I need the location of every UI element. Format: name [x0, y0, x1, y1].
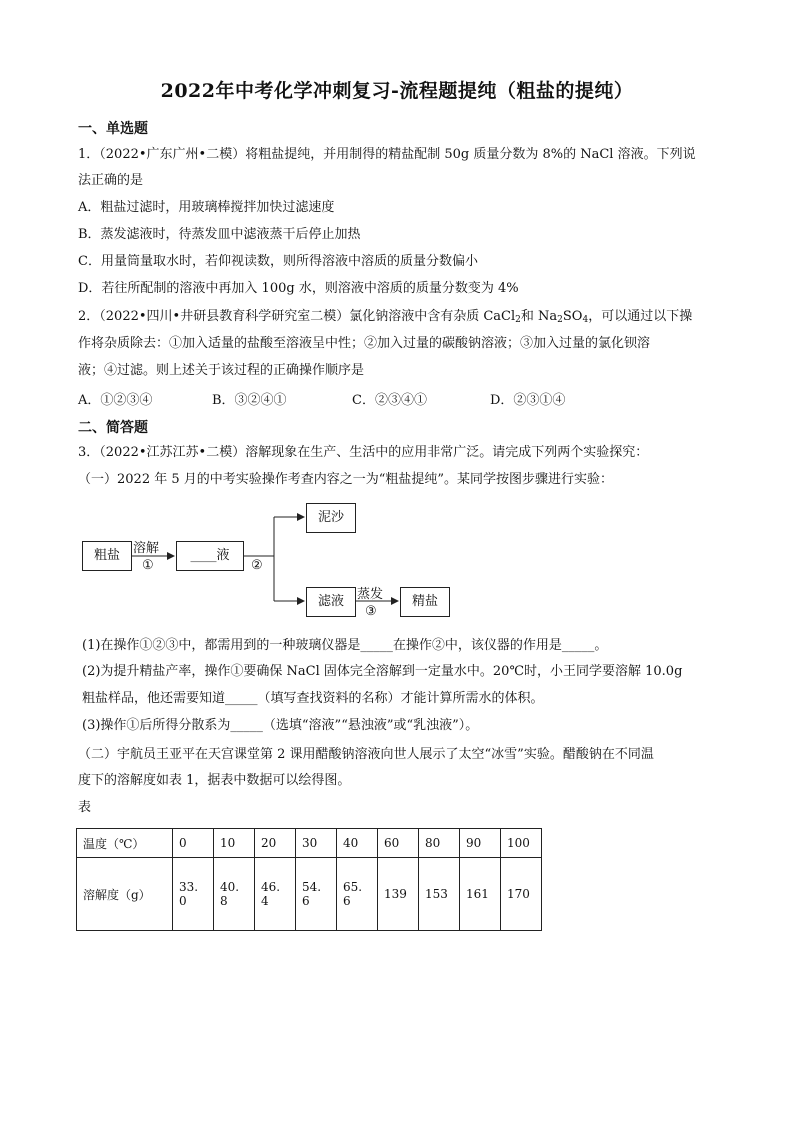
table-header-solubility: 溶解度（g） [77, 858, 173, 931]
table-cell: 33. 0 [173, 858, 214, 931]
box-sand: 泥沙 [306, 503, 356, 533]
q2-option-c: C．②③④① [352, 393, 427, 408]
table-cell: 54. 6 [296, 858, 337, 931]
q2-stem-line3: 液；④过滤。则上述关于该过程的正确操作顺序是 [78, 363, 365, 378]
table-cell: 46. 4 [255, 858, 296, 931]
box-refined-salt: 精盐 [400, 587, 450, 617]
label-evaporate: 蒸发 [357, 587, 384, 602]
table-caption: 表 [78, 800, 92, 815]
table-row-temperature [77, 829, 542, 858]
table-cell: 100 [501, 829, 542, 858]
table-row-solubility [77, 858, 542, 931]
q3-part2-line1: （二）宇航员王亚平在天宫课堂第 2 课用醋酸钠溶液向世人展示了太空“冰雪”实验。醋酸钠在不同温 [78, 747, 654, 762]
q2-stem-line2: 作将杂质除去：①加入适量的盐酸至溶液呈中性；②加入过量的碳酸钠溶液；③加入过量的氯化钡溶 [78, 336, 651, 351]
table-cell: 60 [378, 829, 419, 858]
table-cell: 20 [255, 829, 296, 858]
q3-sub1: (1)在操作①②③中，都需用到的一种玻璃仪器是_____在操作②中，该仪器的作用是_____。 [82, 638, 608, 653]
table-cell: 40 [337, 829, 378, 858]
q3-stem-line1: 3．（2022•江苏江苏•二模）溶解现象在生产、生活中的应用非常广泛。请完成下列两个实验探究： [78, 445, 649, 460]
table-cell: 80 [419, 829, 460, 858]
q2-option-b: B．③②④① [212, 393, 287, 408]
q3-part2-line2: 度下的溶解度如表 1，据表中数据可以绘得图。 [78, 773, 351, 788]
table-cell: 161 [460, 858, 501, 931]
q3-part1-intro: （一）2022 年 5 月的中考实验操作考查内容之一为“粗盐提纯”。某同学按图步骤进行实验： [78, 472, 614, 487]
page-title: 2022年中考化学冲刺复习-流程题提纯（粗盐的提纯） [160, 80, 634, 102]
section-heading-short-answer: 二、简答题 [78, 420, 148, 436]
label-step3: ③ [365, 604, 377, 619]
table-cell: 90 [460, 829, 501, 858]
table-cell: 10 [214, 829, 255, 858]
q1-option-c: C．用量筒量取水时，若仰视读数，则所得溶液中溶质的质量分数偏小 [78, 254, 478, 269]
q3-sub2-line2: 粗盐样品，他还需要知道_____（填写查找资料的名称）才能计算所需水的体积。 [82, 691, 544, 706]
table-cell: 30 [296, 829, 337, 858]
q1-option-d: D．若往所配制的溶液中再加入 100g 水，则溶液中溶质的质量分数变为 4% [78, 281, 519, 296]
q3-sub3: (3)操作①后所得分散系为_____（选填“溶液”“悬浊液”或“乳浊液”）。 [82, 718, 479, 733]
q1-option-b: B．蒸发滤液时，待蒸发皿中滤液蒸干后停止加热 [78, 227, 361, 242]
table-header-temperature: 温度（℃） [77, 829, 173, 858]
q1-stem-line2: 法正确的是 [78, 173, 144, 188]
q1-stem-line1: 1．（2022•广东广州•二模）将粗盐提纯，并用制得的精盐配制 50g 质量分数为 8%的 NaCl 溶液。下列说 [78, 147, 696, 162]
table-cell: 0 [173, 829, 214, 858]
q2-option-a: A．①②③④ [78, 393, 153, 408]
q2-option-d: D．②③①④ [490, 393, 566, 408]
section-heading-single-choice: 一、单选题 [78, 121, 148, 137]
table-cell: 139 [378, 858, 419, 931]
q2-stem-line1: 2．（2022•四川•井研县教育科学研究室二模）氯化钠溶液中含有杂质 CaCl$_2$和 $Na_2SO_4$，可以通过以下操 [78, 309, 693, 325]
q1-option-a: A．粗盐过滤时，用玻璃棒搅拌加快过滤速度 [78, 200, 335, 215]
table-cell: 65. 6 [337, 858, 378, 931]
label-dissolve: 溶解 [133, 541, 160, 556]
label-step2: ② [251, 558, 263, 573]
table-cell: 40. 8 [214, 858, 255, 931]
solubility-table [76, 828, 542, 931]
q3-sub2-line1: (2)为提升精盐产率，操作①要确保 NaCl 固体完全溶解到一定量水中。20℃时，小王同学要溶解 10.0g [82, 664, 683, 679]
box-filtrate: 滤液 [306, 587, 356, 617]
label-step1: ① [142, 558, 154, 573]
box-liquid: ____液 [176, 541, 244, 571]
box-crude-salt: 粗盐 [82, 541, 132, 571]
table-cell: 153 [419, 858, 460, 931]
table-cell: 170 [501, 858, 542, 931]
